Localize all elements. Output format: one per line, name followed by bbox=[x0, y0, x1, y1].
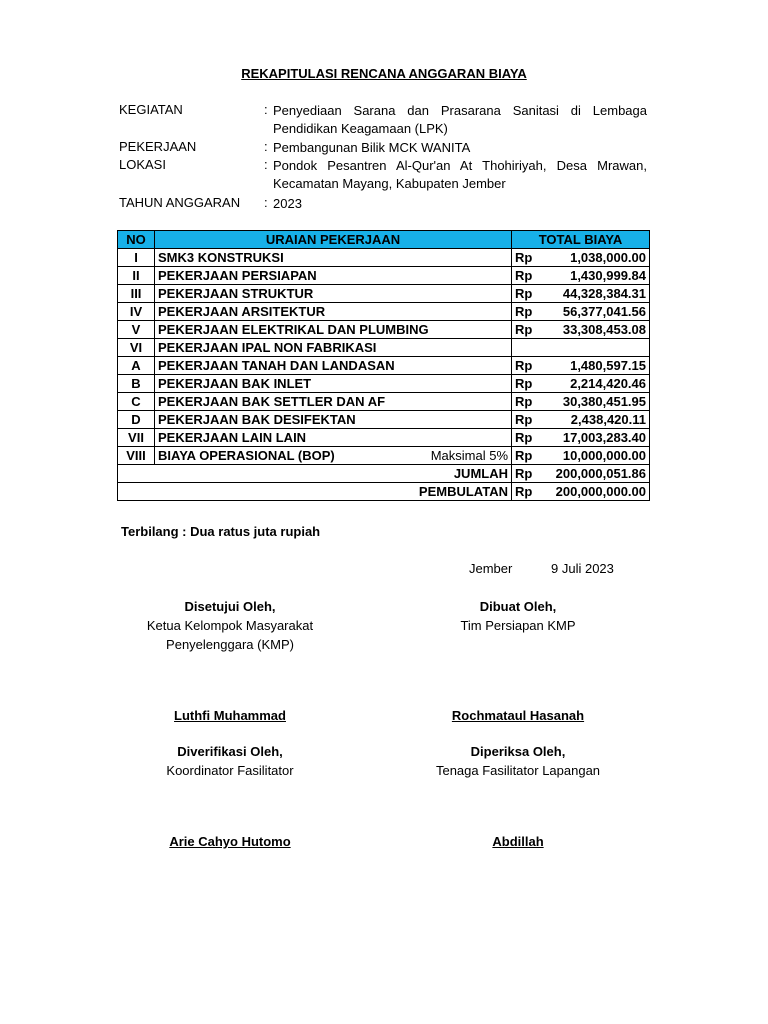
kegiatan-label: KEGIATAN bbox=[119, 102, 183, 117]
row-desc bbox=[155, 321, 512, 339]
row-desc-text: PEKERJAAN BAK INLET bbox=[158, 376, 312, 391]
currency: Rp bbox=[512, 411, 549, 429]
currency: Rp bbox=[512, 357, 549, 375]
signature-name: Arie Cahyo Hutomo bbox=[169, 834, 291, 849]
table-row bbox=[118, 447, 650, 465]
row-desc bbox=[155, 339, 512, 357]
row-desc-text: PEKERJAAN IPAL NON FABRIKASI bbox=[158, 340, 377, 355]
signature-title: Tenaga Fasilitator Lapangan bbox=[435, 763, 601, 778]
signature-title: Ketua Kelompok Masyarakat bbox=[146, 618, 314, 633]
colon: : bbox=[264, 139, 268, 154]
table-row bbox=[118, 267, 650, 285]
header-total: TOTAL BIAYA bbox=[512, 231, 650, 249]
currency: Rp bbox=[512, 393, 549, 411]
signature-title: Tim Persiapan KMP bbox=[460, 618, 576, 633]
header-uraian: URAIAN PEKERJAAN bbox=[155, 231, 512, 249]
pembulatan-value: 200,000,000.00 bbox=[548, 483, 650, 501]
row-desc bbox=[155, 375, 512, 393]
signature-name: Abdillah bbox=[492, 834, 544, 849]
signature-name: Luthfi Muhammad bbox=[174, 708, 286, 723]
signature-name: Rochmataul Hasanah bbox=[451, 708, 585, 723]
row-desc bbox=[155, 303, 512, 321]
lokasi-label: LOKASI bbox=[119, 157, 166, 172]
row-no: I bbox=[118, 249, 155, 267]
signature-title: Penyelenggara (KMP) bbox=[166, 637, 294, 652]
jumlah-value: 200,000,051.86 bbox=[548, 465, 650, 483]
signature-role: Diperiksa Oleh, bbox=[470, 744, 566, 759]
row-desc-text: PEKERJAAN LAIN LAIN bbox=[158, 430, 307, 445]
terbilang-text: Terbilang : Dua ratus juta rupiah bbox=[121, 524, 321, 539]
row-desc-text: PEKERJAAN BAK DESIFEKTAN bbox=[158, 412, 356, 427]
row-desc bbox=[155, 267, 512, 285]
row-no: II bbox=[118, 267, 155, 285]
row-no: VII bbox=[118, 429, 155, 447]
place-date bbox=[469, 561, 614, 576]
table-row bbox=[118, 249, 650, 267]
currency: Rp bbox=[512, 375, 549, 393]
pembulatan-label: PEMBULATAN bbox=[118, 483, 512, 501]
signature-role: Dibuat Oleh, bbox=[479, 599, 557, 614]
signature-diperiksa bbox=[388, 742, 648, 851]
signature-disetujui bbox=[100, 597, 360, 725]
currency: Rp bbox=[512, 429, 549, 447]
row-desc-text: PEKERJAAN ARSITEKTUR bbox=[158, 304, 326, 319]
row-desc-text: PEKERJAAN BAK SETTLER DAN AF bbox=[158, 394, 386, 409]
table-row bbox=[118, 375, 650, 393]
row-amount: 1,480,597.15 bbox=[548, 357, 650, 375]
row-desc bbox=[155, 429, 512, 447]
row-desc-text: SMK3 KONSTRUKSI bbox=[158, 250, 284, 265]
signature-title: Koordinator Fasilitator bbox=[166, 763, 294, 778]
budget-table bbox=[117, 230, 650, 501]
lokasi-value: Pondok Pesantren Al-Qur'an At Thohiriyah, Desa Mrawan, Kecamatan Mayang, Kabupaten Jember bbox=[273, 158, 647, 191]
row-desc bbox=[155, 249, 512, 267]
row-note: Maksimal 5% bbox=[430, 448, 508, 463]
row-no: A bbox=[118, 357, 155, 375]
row-amount: 17,003,283.40 bbox=[548, 429, 650, 447]
row-amount: 56,377,041.56 bbox=[548, 303, 650, 321]
document-title: REKAPITULASI RENCANA ANGGARAN BIAYA bbox=[241, 66, 527, 81]
currency: Rp bbox=[512, 267, 549, 285]
row-no: D bbox=[118, 411, 155, 429]
row-desc-text: PEKERJAAN PERSIAPAN bbox=[158, 268, 317, 283]
row-no: IV bbox=[118, 303, 155, 321]
row-desc bbox=[155, 357, 512, 375]
table-row bbox=[118, 393, 650, 411]
row-amount: 1,038,000.00 bbox=[548, 249, 650, 267]
pekerjaan-label: PEKERJAAN bbox=[119, 139, 197, 154]
table-row bbox=[118, 321, 650, 339]
row-amount bbox=[548, 339, 650, 357]
table-row bbox=[118, 339, 650, 357]
currency: Rp bbox=[512, 303, 549, 321]
tahun-value: 2023 bbox=[273, 196, 302, 211]
row-desc-text: PEKERJAAN STRUKTUR bbox=[158, 286, 314, 301]
currency: Rp bbox=[512, 465, 549, 483]
signature-diverifikasi bbox=[100, 742, 360, 851]
tahun-label: TAHUN ANGGARAN bbox=[119, 195, 241, 210]
row-amount: 33,308,453.08 bbox=[548, 321, 650, 339]
row-desc-text: PEKERJAAN ELEKTRIKAL DAN PLUMBING bbox=[158, 322, 429, 337]
row-desc bbox=[155, 285, 512, 303]
currency: Rp bbox=[512, 447, 549, 465]
pekerjaan-value: Pembangunan Bilik MCK WANITA bbox=[273, 140, 471, 155]
row-no: C bbox=[118, 393, 155, 411]
row-amount: 1,430,999.84 bbox=[548, 267, 650, 285]
date: 9 Juli 2023 bbox=[551, 561, 614, 576]
colon: : bbox=[264, 195, 268, 210]
currency: Rp bbox=[512, 285, 549, 303]
currency bbox=[512, 339, 549, 357]
row-desc-text: BIAYA OPERASIONAL (BOP) bbox=[158, 448, 335, 463]
signature-dibuat bbox=[388, 597, 648, 725]
row-amount: 30,380,451.95 bbox=[548, 393, 650, 411]
table-row bbox=[118, 429, 650, 447]
table-row bbox=[118, 357, 650, 375]
kegiatan-value: Penyediaan Sarana dan Prasarana Sanitasi di Lembaga Pendidikan Keagamaan (LPK) bbox=[273, 103, 647, 136]
table-row bbox=[118, 411, 650, 429]
row-desc-text: PEKERJAAN TANAH DAN LANDASAN bbox=[158, 358, 395, 373]
table-row bbox=[118, 285, 650, 303]
currency: Rp bbox=[512, 483, 549, 501]
row-no: VIII bbox=[118, 447, 155, 465]
place: Jember bbox=[469, 561, 513, 576]
row-no: III bbox=[118, 285, 155, 303]
colon: : bbox=[264, 102, 268, 117]
header-no: NO bbox=[118, 231, 155, 249]
signature-role: Disetujui Oleh, bbox=[184, 599, 276, 614]
row-amount: 10,000,000.00 bbox=[548, 447, 650, 465]
row-amount: 2,438,420.11 bbox=[548, 411, 650, 429]
signature-role: Diverifikasi Oleh, bbox=[177, 744, 283, 759]
currency: Rp bbox=[512, 321, 549, 339]
jumlah-row bbox=[118, 465, 650, 483]
row-desc bbox=[155, 447, 512, 465]
table-row bbox=[118, 303, 650, 321]
colon: : bbox=[264, 157, 268, 172]
pembulatan-row bbox=[118, 483, 650, 501]
row-desc bbox=[155, 411, 512, 429]
row-desc bbox=[155, 393, 512, 411]
row-no: B bbox=[118, 375, 155, 393]
row-no: V bbox=[118, 321, 155, 339]
row-amount: 44,328,384.31 bbox=[548, 285, 650, 303]
jumlah-label: JUMLAH bbox=[118, 465, 512, 483]
currency: Rp bbox=[512, 249, 549, 267]
table-header-row bbox=[118, 231, 650, 249]
row-no: VI bbox=[118, 339, 155, 357]
row-amount: 2,214,420.46 bbox=[548, 375, 650, 393]
